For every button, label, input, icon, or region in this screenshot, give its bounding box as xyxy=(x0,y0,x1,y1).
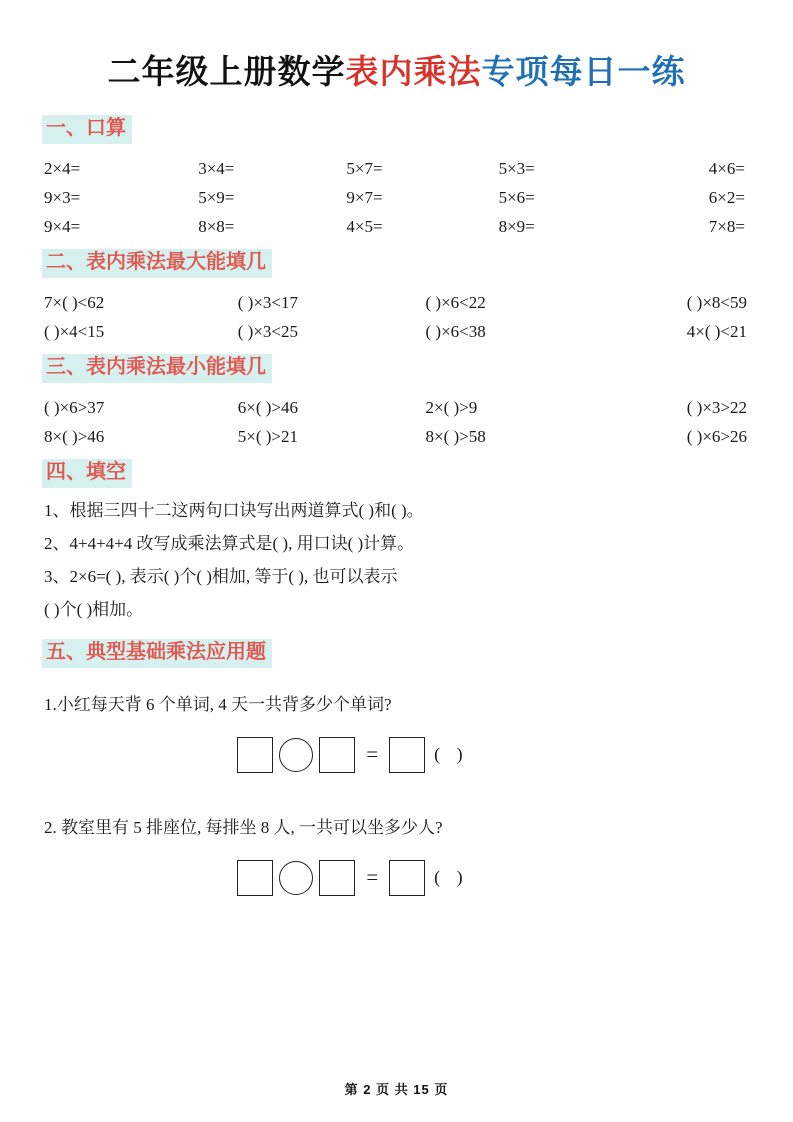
equation-cell: ( )×3>22 xyxy=(686,398,747,417)
word-problem-text: 1.小红每天背 6 个单词, 4 天一共背多少个单词? xyxy=(44,694,392,714)
equation-cell: 8×( )>58 xyxy=(425,427,486,446)
equation-cell: 2×4= xyxy=(44,159,81,178)
equation-cell: 4×6= xyxy=(708,159,745,178)
answer-box[interactable] xyxy=(237,860,273,896)
answer-box[interactable] xyxy=(389,860,425,896)
oral-math-row xyxy=(42,159,751,179)
equation-cell: ( )×4<15 xyxy=(44,322,105,341)
equation-cell: 7×( )<62 xyxy=(44,293,105,312)
word-problem-text: 2. 教室里有 5 排座位, 每排坐 8 人, 一共可以坐多少人? xyxy=(44,817,443,837)
operator-circle[interactable] xyxy=(279,738,313,772)
blank-question-line: 3、2×6=( ), 表示( )个( )相加, 等于( ), 也可以表示 xyxy=(44,567,398,587)
equation-cell: 7×8= xyxy=(708,217,745,236)
answer-boxes-row xyxy=(42,860,751,896)
equation-cell: 8×9= xyxy=(498,217,535,236)
oral-math-row xyxy=(42,188,751,208)
blank-question-line: 2、4+4+4+4 改写成乘法算式是( ), 用口诀( )计算。 xyxy=(44,534,415,554)
equation-cell: 9×4= xyxy=(44,217,81,236)
equation-cell: ( )×6<38 xyxy=(425,322,486,341)
equation-cell: 5×( )>21 xyxy=(237,427,298,446)
oral-math-row xyxy=(42,217,751,237)
equation-cell: 2×( )>9 xyxy=(425,398,478,417)
unit-blank: ( ) xyxy=(434,867,469,888)
answer-boxes-row xyxy=(42,737,751,773)
section-heading-min-fill: 三、表内乘法最小能填几 xyxy=(42,354,272,383)
page-footer: 第 2 页 共 15 页 xyxy=(344,1082,449,1097)
answer-box[interactable] xyxy=(237,737,273,773)
equation-cell: ( )×6>26 xyxy=(686,427,747,446)
title-part-3: 专项每日一练 xyxy=(481,53,686,90)
equation-cell: ( )×6>37 xyxy=(44,398,105,417)
answer-box[interactable] xyxy=(319,737,355,773)
max-fill-row xyxy=(42,293,751,313)
max-fill-row xyxy=(42,322,751,342)
equals-sign: = xyxy=(366,865,379,890)
equation-cell: 5×6= xyxy=(498,188,535,207)
equation-cell: 9×3= xyxy=(44,188,81,207)
section-heading-word-problems: 五、典型基础乘法应用题 xyxy=(42,639,272,668)
equation-cell: 8×( )>46 xyxy=(44,427,105,446)
blank-question-line: 1、根据三四十二这两句口诀写出两道算式( )和( )。 xyxy=(44,501,424,520)
page-title xyxy=(42,46,751,93)
equation-cell: ( )×8<59 xyxy=(686,293,747,312)
equation-cell: 4×( )<21 xyxy=(686,322,747,341)
equation-cell: ( )×6<22 xyxy=(425,293,486,312)
equation-cell: ( )×3<17 xyxy=(237,293,298,312)
equation-cell: 5×7= xyxy=(346,159,383,178)
equation-cell: 8×8= xyxy=(198,217,235,236)
equals-sign: = xyxy=(366,742,379,767)
equation-cell: 3×4= xyxy=(198,159,235,178)
min-fill-row xyxy=(42,398,751,418)
operator-circle[interactable] xyxy=(279,861,313,895)
unit-blank: ( ) xyxy=(434,744,469,765)
equation-cell: 5×3= xyxy=(498,159,535,178)
section-heading-blanks: 四、填空 xyxy=(42,459,132,488)
blank-question-line: ( )个( )相加。 xyxy=(44,600,144,620)
equation-cell: 6×( )>46 xyxy=(237,398,298,417)
equation-cell: 6×2= xyxy=(708,188,745,207)
equation-cell: 5×9= xyxy=(198,188,235,207)
equation-cell: ( )×3<25 xyxy=(237,322,298,341)
min-fill-row xyxy=(42,427,751,447)
equation-cell: 9×7= xyxy=(346,188,383,207)
section-heading-max-fill: 二、表内乘法最大能填几 xyxy=(42,249,272,278)
answer-box[interactable] xyxy=(389,737,425,773)
section-heading-oral-math: 一、口算 xyxy=(42,115,132,144)
title-part-1: 二年级上册数学 xyxy=(107,53,346,90)
title-part-2: 表内乘法 xyxy=(345,53,482,90)
equation-cell: 4×5= xyxy=(346,217,383,236)
answer-box[interactable] xyxy=(319,860,355,896)
